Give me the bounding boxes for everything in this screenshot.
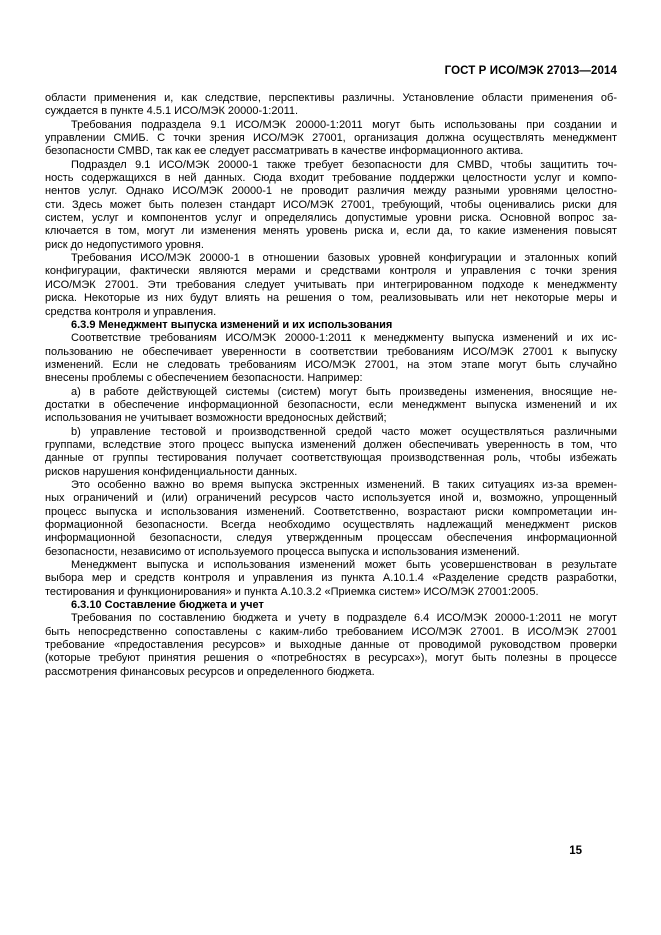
paragraph-line: рисков нарушения конфиденциальности данных.	[45, 465, 298, 478]
paragraph-line: Требования ИСО/МЭК 20000-1 в отношении базовых уровней конфигурации и эталонных копий	[71, 252, 617, 265]
paragraph-line: нентов услуг. Однако ИСО/МЭК 20000-1 не проводит различия между разными уровнями целостно-	[45, 185, 617, 198]
page-number: 15	[569, 845, 582, 857]
paragraph-line: Требования подраздела 9.1 ИСО/МЭК 20000-1:2011 могут быть использованы при создании и	[71, 118, 617, 131]
paragraph-line: достатки в обеспечение информационной безопасности, если менеджмент выпуска изменений и их	[45, 398, 617, 411]
running-header: ГОСТ Р ИСО/МЭК 27013—2014	[444, 65, 617, 77]
paragraph-line: сти. Здесь может быть полезен стандарт ИСО/МЭК 27001, требующий, чтобы оценивались риски для	[45, 198, 617, 211]
paragraph-line: изменений. Если не следовать требованиям ИСО/МЭК 27001, на этом этапе могут быть случайно	[45, 358, 617, 371]
paragraph-line: ключается в том, могут ли изменения менять уровень риска и, если да, то какие изменения повысят	[45, 225, 617, 238]
paragraph-line: безопасности CMBD, так как ее следует рассматривать в качестве информационного актива.	[45, 145, 524, 158]
paragraph-line: безопасности, независимо от используемого процесса выпуска и использования изменений.	[45, 545, 520, 558]
paragraph-line: суждается в пункте 4.5.1 ИСО/МЭК 20000-1:2011.	[45, 105, 299, 118]
section-heading: 6.3.9 Менеджмент выпуска изменений и их использования	[71, 318, 393, 331]
paragraph-line: области применения и, как следствие, перспективы различны. Установление области применения об-	[45, 92, 617, 104]
paragraph-line: рассмотрения финансовых ресурсов и определенного бюджета.	[45, 665, 375, 678]
body-text	[45, 92, 617, 679]
paragraph-line: данные от группы тестирования получает соответствующая производственная роль, чтобы избежать	[45, 452, 617, 465]
paragraph-line: использования не учитывает возможности вредоносных действий;	[45, 412, 387, 425]
paragraph-line: риска. Некоторые из них будут влиять на решения о том, реализовывать или нет некоторые меры и	[45, 292, 617, 305]
paragraph-line: выбора мер и средств контроля и управления из пункта А.10.1.4 «Разделение средств разработки,	[45, 572, 617, 585]
paragraph-line: (которые требуют принятия решения о «потребностях в ресурсах»), могут быть полезны в процессе	[45, 652, 617, 665]
paragraph-line: Подраздел 9.1 ИСО/МЭК 20000-1 также требует безопасности для CMBD, чтобы защитить точ-	[71, 158, 617, 171]
paragraph-line: b) управление тестовой и производственной средой часто может осуществляться различными	[71, 425, 617, 438]
paragraph-line: а) в работе действующей системы (систем) могут быть произведены изменения, вносящие не-	[71, 385, 617, 398]
paragraph-line: систем, услуг и компонентов услуг и определялись допустимые уровни риска. Основной вопрос за-	[45, 212, 617, 225]
paragraph-line: процесс выпуска и использования изменений. Соответственно, возрастают риски компрометации ин-	[45, 505, 617, 518]
paragraph-line: внесены проблемы с обеспечением безопасности. Например:	[45, 372, 363, 385]
paragraph-line: риск до недопустимого уровня.	[45, 238, 204, 251]
paragraph-line: Это особенно важно во время выпуска экстренных изменений. В таких ситуациях из-за времен-	[71, 478, 617, 491]
paragraph-line: быть непосредственно сопоставлены с каким-либо требованием ИСО/МЭК 27001. В ИСО/МЭК 27001	[45, 625, 617, 638]
paragraph-line: тестирования и функционирования» и пункта А.10.3.2 «Приемка систем» ИСО/МЭК 27001:2005.	[45, 585, 539, 598]
paragraph-line: управлении СМИБ. С точки зрения ИСО/МЭК 27001, организация должна осуществлять менеджмент	[45, 132, 617, 145]
paragraph-line: пользованию не обеспечивает уверенности в соответствии требованиям ИСО/МЭК 27001 к выпуску	[45, 345, 617, 358]
paragraph-line: средства контроля и управления.	[45, 305, 217, 318]
paragraph-line: Соответствие требованиям ИСО/МЭК 20000-1:2011 к менеджменту выпуска изменений и их ис-	[71, 332, 617, 345]
paragraph-line: формационной безопасности. Всегда необходимо осуществлять надлежащий менеджмент рисков	[45, 519, 617, 531]
paragraph-line: группами, вследствие этого процесс выпуска изменений должен обеспечивать уверенность в том, что	[45, 438, 617, 451]
paragraph-line: требование «предоставления ресурсов» и выходные данные от проводимой руководством проверки	[45, 639, 617, 652]
section-heading: 6.3.10 Составление бюджета и учет	[71, 599, 264, 612]
paragraph-line: ность содержащихся в ней данных. Сюда входит требование поддержки целостности услуг и компо-	[45, 172, 617, 185]
paragraph-line: конфигурации, фактически являются мерами и средствами контроля и управления с точки зрения	[45, 265, 617, 278]
paragraph-line: ных ограничений и (или) ограничений ресурсов часто используется иной и, возможно, упрощенный	[45, 492, 617, 505]
paragraph-line: ИСО/МЭК 27001. Эти требования следует учитывать при интегрированном подходе к менеджменту	[45, 278, 617, 291]
paragraph-line: Требования по составлению бюджета и учету в подразделе 6.4 ИСО/МЭК 20000-1:2011 не могут	[71, 612, 617, 625]
paragraph-line: информационной безопасности, следуя утвержденным процессам обеспечения информационной	[45, 532, 617, 545]
paragraph-line: Менеджмент выпуска и использования изменений может быть усовершенствован в результате	[71, 559, 617, 572]
